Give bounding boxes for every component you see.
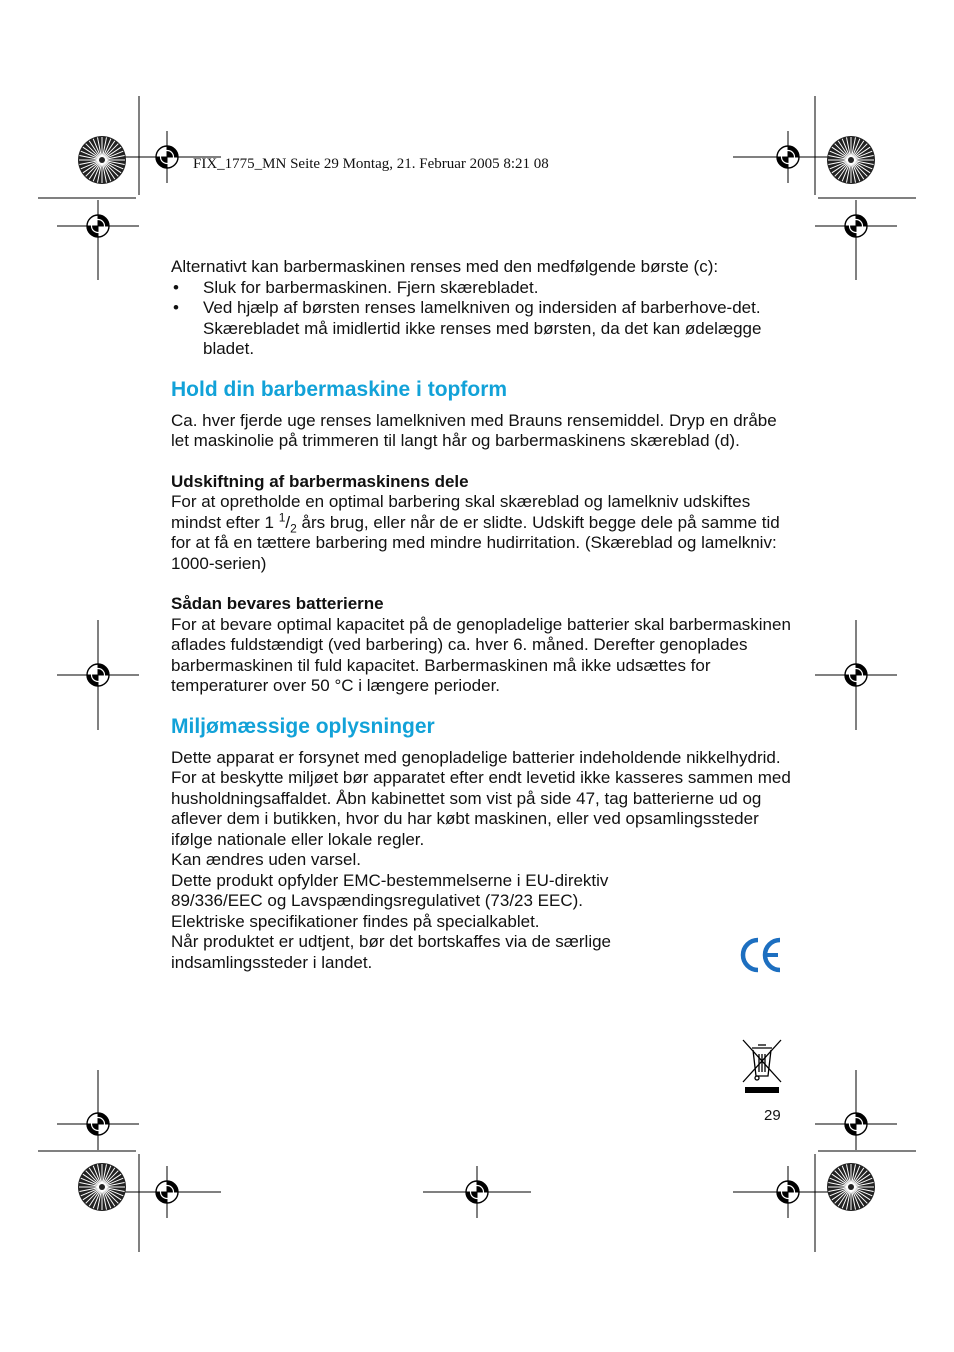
electrical-spec-text: Elektriske specifikationer findes på specialkablet. (171, 911, 540, 931)
subheading-replacement: Udskiftning af barbermaskinens dele (171, 471, 469, 491)
print-slug: FIX_1775_MN Seite 29 Montag, 21. Februar 2005 8:21 08 (193, 156, 549, 172)
section-text-topform: Ca. hver fjerde uge renses lamelkniven med Brauns rensemiddel. Dryp en dråbe let maskinolie på trimmeren til langt hår og barbermaskinens skæreblad (d). (171, 410, 777, 450)
section-heading-topform: Hold din barbermaskine i topform (171, 377, 508, 401)
notice-text: Kan ændres uden varsel. (171, 850, 361, 869)
emc-text: Dette produkt opfylder EMC-bestemmelserne i EU-direktiv 89/336/EEC og Lavspændingsregulativet (73/23 EEC). (171, 870, 609, 910)
intro-text: Alternativt kan barbermaskinen renses med den medfølgende børste (c): (171, 257, 719, 276)
disposal-text: Når produktet er udtjent, bør det bortskaffes via de særlige indsamlingssteder i landet. (171, 932, 612, 972)
environment-text: Dette apparat er forsynet med genopladelige batterier indeholdende nikkelhydrid. For at beskytte miljøet bør apparatet efter endt levetid ikke kasseres sammen med husholdningsaffaldet. Åbn kabinettet som vist på side 47, tag batterierne ud og aflever dem i butikken, hvor du har købt maskinen, eller ved opsamlingssteder ifølge nationale eller lokale regler. (171, 747, 791, 849)
page-number: 29 (764, 1107, 781, 1124)
section-heading-environment: Miljømæssige oplysninger (171, 714, 435, 738)
intro-bullets (171, 278, 791, 360)
replacement-text: For at opretholde en optimal barbering skal skæreblad og lamelkniv udskiftes mindst efter 1 $^1/_2$ års brug, eller når de er slidte. Udskift begge dele på samme tid for at få en tættere barbering med mindre hudirritation. (Skæreblad og lamelkniv: 1000-serien) (171, 492, 780, 573)
fraction: $^1/_2$ (278, 509, 297, 535)
crossed-bin-icon (740, 1036, 784, 1096)
bullet-item: • Ved hjælp af børsten renses lamelkniven og indersiden af barberhove-det. Skærebladet må imidlertid ikke renses med børsten, da det kan ødelægge bladet. (171, 298, 791, 360)
main-content (171, 257, 791, 973)
ce-mark-icon (738, 934, 784, 976)
bullet-item: • Sluk for barbermaskinen. Fjern skærebladet. (171, 278, 791, 299)
batteries-text: For at bevare optimal kapacitet på de genopladelige batterier skal barbermaskinen aflades fuldstændigt (ved barbering) ca. hver 6. måned. Derefter genoplades barbermaskinen til fuld kapacitet. Barbermaskinen må ikke udsættes for temperaturer over 50 °C i længere perioder. (171, 614, 791, 695)
subheading-batteries: Sådan bevares batterierne (171, 594, 384, 613)
